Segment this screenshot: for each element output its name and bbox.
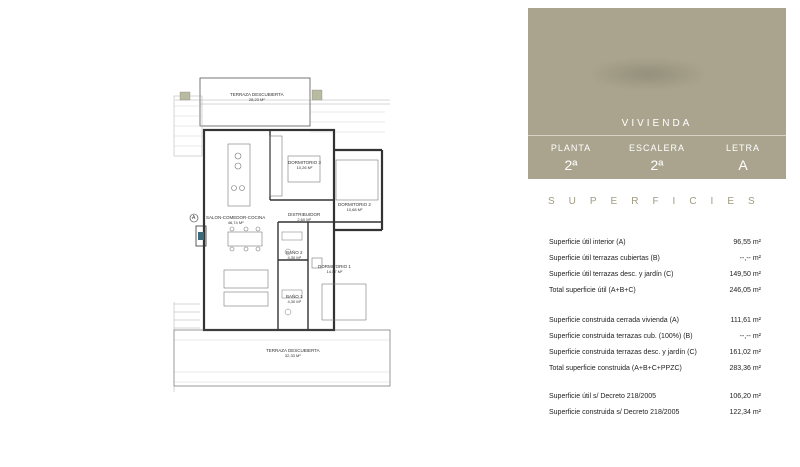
header-panel: [528, 8, 786, 179]
planta-value: 2ª: [564, 157, 578, 173]
table-row: [549, 345, 761, 361]
planta-heading: PLANTA: [550, 143, 592, 153]
table-row: [549, 251, 761, 267]
plan-label-dormitorio2: DORMITORIO 2 10,68 M²: [338, 202, 371, 212]
table-row: [549, 389, 761, 405]
escalera-column: [614, 143, 700, 173]
floor-plan-drawing: [160, 72, 400, 462]
row-value: 111,61 m²: [730, 317, 761, 324]
escalera-heading: ESCALERA: [628, 143, 686, 153]
surfaces-table: [549, 235, 761, 421]
table-row: [549, 405, 761, 421]
table-row: [549, 283, 761, 299]
row-value: 122,34 m²: [729, 409, 761, 416]
row-value: 149,50 m²: [729, 271, 761, 278]
table-row: [549, 267, 761, 283]
plan-label-terraza-top: TERRAZA DESCUBIERTA 28,23 M²: [230, 92, 284, 102]
plan-label-distribuidor: DISTRIBUIDOR 2,60 M²: [288, 212, 321, 222]
row-label: Superficie útil s/ Decreto 218/2005: [549, 393, 657, 400]
row-value: 283,36 m²: [729, 365, 761, 372]
table-row: [549, 313, 761, 329]
plan-label-terraza-bottom: TERRAZA DESCUBIERTA 32,33 M²: [266, 348, 320, 358]
row-label: Total superficie útil (A+B+C): [549, 287, 636, 294]
entrance-marker-label: A: [192, 215, 196, 221]
escalera-value: 2ª: [650, 157, 664, 173]
plan-label-dormitorio3: DORMITORIO 3 10,26 M²: [288, 160, 321, 170]
row-label: Superficie útil interior (A): [549, 239, 626, 246]
vivienda-title: VIVIENDA: [621, 118, 693, 129]
row-label: Superficie construida s/ Decreto 218/2005: [549, 409, 680, 416]
blurred-logo: [588, 58, 708, 90]
row-value: 106,20 m²: [729, 393, 761, 400]
row-label: Superficie construida terrazas cub. (100%) (B): [549, 333, 693, 340]
floor-plan: [160, 72, 400, 462]
table-row: [549, 235, 761, 251]
table-row: [549, 361, 761, 377]
row-label: Superficie construida terrazas desc. y jardín (C): [549, 349, 697, 356]
letra-value: A: [738, 157, 748, 173]
row-value: 96,55 m²: [733, 239, 761, 246]
plan-label-salon: SALON-COMEDOR-COCINA 46,74 M²: [206, 215, 266, 225]
plan-label-dormitorio1: DORMITORIO 1 14,57 M²: [318, 264, 351, 274]
planta-column: [528, 143, 614, 173]
row-label: Superficie útil terrazas cubiertas (B): [549, 255, 660, 262]
letra-column: [700, 143, 786, 173]
row-label: Total superficie construida (A+B+C+PPZC): [549, 365, 682, 372]
row-value: --,-- m²: [739, 255, 761, 262]
row-value: 161,02 m²: [729, 349, 761, 356]
letra-heading: LETRA: [725, 143, 760, 153]
row-label: Superficie construida cerrada vivienda (A): [549, 317, 679, 324]
plan-label-bano1: BAÑO 1 4,30 M²: [286, 294, 303, 304]
row-value: --,-- m²: [739, 333, 761, 340]
row-label: Superficie útil terrazas desc. y jardín (C): [549, 271, 674, 278]
table-row: [549, 329, 761, 345]
superficies-title: SUPERFICIES: [548, 196, 769, 207]
plan-label-bano2: BAÑO 2 4,30 M²: [286, 250, 303, 260]
header-divider: [528, 135, 786, 136]
row-value: 246,05 m²: [729, 287, 761, 294]
